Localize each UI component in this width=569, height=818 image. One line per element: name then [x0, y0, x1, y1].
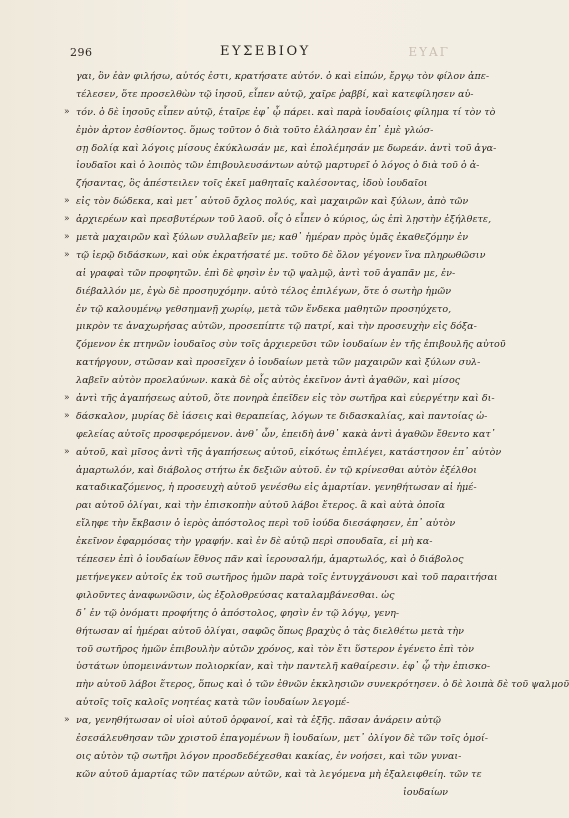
- text-line: [64, 730, 488, 748]
- text-line: [64, 301, 452, 319]
- text-line: [64, 676, 569, 694]
- text-line: [64, 283, 452, 301]
- text-line: [64, 641, 474, 659]
- text-line: [64, 122, 452, 140]
- line-text: ὑστάτων ὑπομεινάντων πολιορκίαν, καὶ τὴν παντελῆ καθαίρεσιν. ἐφ᾽ ᾧ τὴν ἐπισκο-: [76, 661, 491, 673]
- text-line: [64, 140, 497, 158]
- text-line: [64, 390, 495, 408]
- text-line: [64, 515, 456, 533]
- line-text: θήτωσαν αἱ ἡμέραι αὐτοῦ ὀλίγαι, σαφῶς ὅπως βραχὺς ὁ τὰς διελθέτω μετὰ τὴν: [76, 625, 464, 637]
- line-text: ἀντὶ τῆς ἀγαπήσεως αὐτοῦ, ὅτε πονηρὰ ἐπεῖδεν εἰς τὸν σωτῆρα καὶ εὐεργέτην καὶ δι-: [76, 393, 495, 405]
- line-text: φιλοῦντες ἀναφωνῶσιν, ὡς ἐξολοθρεύσας καταλαμβάνεσθαι. ὡς: [76, 589, 395, 601]
- text-line: [64, 318, 477, 336]
- line-text: να, γενηθήτωσαν οἱ υἱοὶ αὐτοῦ ὀρφανοί, καὶ τὰ ἑξῆς. πᾶσαν ἀνάρειν αὐτῷ: [76, 715, 441, 727]
- text-line: [64, 193, 469, 211]
- quotation-marker: »: [64, 214, 70, 225]
- text-line: [64, 497, 452, 515]
- line-text: καταδικαζόμενος, ἡ προσευχὴ αὐτοῦ γενέσθω εἰς ἁμαρτίαν. γενηθήτωσαν αἱ ἡμέ-: [76, 482, 477, 494]
- text-line: [64, 354, 481, 372]
- text-line: [64, 336, 506, 354]
- line-text: μικρὸν τε ἀναχωρήσας αὐτῶν, προσεπίπτε τῷ πατρί, καὶ τὴν προσευχὴν εἰς δόξα-: [76, 321, 477, 333]
- text-line: [64, 623, 464, 641]
- page-header: [70, 44, 450, 62]
- quotation-marker: »: [64, 410, 70, 421]
- line-text: τέλεσεν, ὅτε προσελθὼν τῷ ἰησοῦ, εἶπεν αὐτῷ, χαῖρε ῥαββί, καὶ κατεφίλησεν αὐ-: [76, 88, 474, 100]
- line-text: σῃ δολίᾳ καὶ λόγοις μίσους ἐκύκλωσάν με, καὶ ἐπολέμησάν με δωρεάν. ἀντὶ τοῦ ἀγα-: [76, 142, 497, 154]
- line-text: ζόμενον ἐκ πτηνῶν ἰουδαῖος σὺν τοῖς ἀρχιερεῦσι τῶν ἰουδαίων ἐν τῆς ἐπιβουλῆς αὐτοῦ: [76, 339, 506, 351]
- line-text: ραι αὐτοῦ ὀλίγαι, καὶ τὴν ἐπισκοπὴν αὐτοῦ λάβοι ἕτερος. ἃ καὶ αὐτὰ ὁποῖα: [76, 500, 445, 512]
- text-line: [64, 658, 491, 676]
- line-text: διέβαλλόν με, ἐγὼ δὲ προσηυχόμην. αὐτὸ τέλος ἐπιλέγων, ὅτε ὁ σωτὴρ ἡμῶν: [76, 285, 452, 297]
- running-head: ΕΥΣΕΒΙΟΥ: [220, 44, 311, 59]
- line-text: ἐμὸν ἀρτον ἐσθίοντος. ὅμως τοῦτον ὁ διὰ τοῦτο ἐλάλησαν ἐπ᾽ ἐμὲ γλώσ-: [76, 124, 434, 136]
- line-text: αὐτοῖς τοῖς καλοῖς νοητέας κατὰ τῶν ἰουδαίων λεγομέ-: [76, 697, 350, 709]
- bleed-through-text: ΕΥΑΓ: [408, 45, 450, 59]
- text-line: [64, 247, 486, 265]
- quotation-marker: »: [64, 249, 70, 260]
- text-block: [64, 68, 569, 802]
- text-line: [64, 444, 502, 462]
- line-text: τέπεσεν ἐπὶ ὁ ἰουδαίων ἔθνος πᾶν καὶ ἱερουσαλήμ, ἁμαρτωλός, καὶ ὁ διάβολος: [76, 554, 464, 566]
- line-text: ἐν τῷ καλουμένῳ γεθσημανῇ χωρίῳ, μετὰ τῶν ἕνδεκα μαθητῶν προσηύχετο,: [76, 303, 452, 315]
- line-text: αἱ γραφαὶ τῶν προφητῶν. ἐπὶ δὲ φησὶν ἐν τῷ ψαλμῷ, ἀντὶ τοῦ ἀγαπᾶν με, ἐν-: [76, 267, 456, 279]
- line-text: ἰουδαῖοι καὶ ὁ λοιπὸς τῶν ἐπιβουλευσάντων αὐτῷ μαρτυρεῖ ὁ λόγος ὁ διὰ τοῦ ὁ ἀ-: [76, 160, 480, 172]
- line-text: οις αὐτὸν τῷ σωτῆρι λόγον προσδεδέχεσθαι κακίας, ἐν νοήσει, καὶ τῶν γυναι-: [76, 750, 462, 762]
- line-text: δ᾽ ἐν τῷ ὀνόματι προφήτης ὁ ἀπόστολος, φησὶν ἐν τῷ λόγῳ, γενη-: [76, 607, 400, 619]
- line-text: ἐκεῖνον ἐφαρμόσας τὴν γραφήν. καὶ ἐν δὲ αὐτῷ περὶ σπουδαῖα, εἰ μὴ κα-: [76, 536, 433, 548]
- quotation-marker: »: [64, 106, 70, 117]
- quotation-marker: »: [64, 232, 70, 243]
- text-line: [64, 229, 469, 247]
- text-line: [64, 748, 462, 766]
- text-line: [64, 587, 452, 605]
- text-line: [64, 86, 474, 104]
- line-text: τοῦ σωτῆρος ἡμῶν ἐπιβουλὴν αὐτῶν χρόνος, καὶ τὸν ἔτι ὕστερον ἐγένετο ἐπὶ τὸν: [76, 643, 474, 655]
- text-line: [64, 408, 488, 426]
- text-line: [64, 605, 452, 623]
- line-text: τῷ ἱερῷ διδάσκων, καὶ οὐκ ἐκρατήσατέ με. τοῦτο δὲ ὅλον γέγονεν ἵνα πληρωθῶσιν: [76, 249, 486, 261]
- line-text: εἰς τὸν δώδεκα, καὶ μετ᾽ αὐτοῦ ὄχλος πολύς, καὶ μαχαιρῶν καὶ ξύλων, ἀπὸ τῶν: [76, 196, 469, 208]
- text-line: [64, 479, 477, 497]
- line-text: μετὰ μαχαιρῶν καὶ ξύλων συλλαβεῖν με; καθ᾽ ἡμέραν πρὸς ὑμᾶς ἐκαθεζόμην ἐν: [76, 232, 469, 244]
- text-line: [64, 211, 492, 229]
- text-line: [64, 569, 498, 587]
- line-text: τόν. ὁ δὲ ἰησοῦς εἶπεν αὐτῷ, ἑταῖρε ἐφ᾽ ᾧ πάρει. καὶ παρὰ ἰουδαίοις φίλημα τί τὸν τὸ: [76, 106, 496, 118]
- text-line: [64, 372, 461, 390]
- line-text: μετήνεγκεν αὐτοῖς ἐκ τοῦ σωτῆρος ἡμῶν παρὰ τοῖς ἐντυγχάνουσι καὶ τοῦ παραιτήσαι: [76, 571, 498, 583]
- text-line: [64, 265, 456, 283]
- text-line: [64, 426, 496, 444]
- quotation-marker: »: [64, 446, 70, 457]
- line-text: κῶν αὐτοῦ ἁμαρτίας τῶν πατέρων αὐτῶν, καὶ τὰ λεγόμενα μὴ ἐξαλειφθείη. τῶν τε: [76, 768, 482, 780]
- line-text: ἁμαρτωλόν, καὶ διάβολος στήτω ἐκ δεξιῶν αὐτοῦ. ἐν τῷ κρίνεσθαι αὐτὸν ἐξέλθοι: [76, 464, 477, 476]
- quotation-marker: »: [64, 715, 70, 726]
- quotation-marker: »: [64, 393, 70, 404]
- text-line: [64, 175, 452, 193]
- line-text: φελείας αὐτοῖς προσφερόμενον. ἀνθ᾽ ὧν, ἐπειδὴ ἀνθ᾽ κακὰ ἀντὶ ἀγαθῶν ἔθεντο κατ᾽: [76, 428, 496, 440]
- page-number: 296: [70, 46, 93, 59]
- line-text: κατήργουν, στῶσαν καὶ προσεῖχεν ὁ ἰουδαίων μετὰ τῶν μαχαιρῶν καὶ ξύλων συλ-: [76, 357, 481, 369]
- text-line: [64, 462, 477, 480]
- text-line: [64, 712, 452, 730]
- text-line: [64, 784, 452, 802]
- text-line: [64, 157, 480, 175]
- text-line: [64, 533, 452, 551]
- line-text: λαβεῖν αὐτὸν προελαύνων. κακὰ δὲ οἷς αὐτὸς ἐκεῖνον ἀντὶ ἀγαθῶν, καὶ μίσος: [76, 375, 461, 387]
- line-text: δάσκαλον, μυρίας δὲ ἰάσεις καὶ θεραπείας, λόγων τε διδασκαλίας, καὶ παντοίας ὠ-: [76, 410, 488, 422]
- line-text: πὴν αὐτοῦ λάβοι ἕτερος, ὅπως καὶ ὁ τῶν ἐθνῶν ἐκκλησιῶν συνεκρότησεν. ὁ δὲ λοιπὰ δὲ τοῦ ψαλμοῦ: [76, 679, 569, 691]
- text-line: [64, 104, 496, 122]
- line-text: ἀρχιερέων καὶ πρεσβυτέρων τοῦ λαοῦ. οἷς ὁ εἶπεν ὁ κύριος, ὡς ἐπὶ λῃστὴν ἐξήλθετε,: [76, 214, 492, 226]
- line-text: εἴληφε τὴν ἔκβασιν ὁ ἱερὸς ἀπόστολος περὶ τοῦ ἰούδα διεσάφησεν, ἐπ᾽ αὐτὸν: [76, 518, 456, 530]
- text-line: [64, 551, 464, 569]
- line-text: ἰουδαίων: [402, 786, 448, 798]
- line-text: αὐτοῦ, καὶ μῖσος ἀντὶ τῆς ἀγαπήσεως αὐτοῦ, εἰκότως ἐπιλέγει, κατάστησον ἐπ᾽ αὐτὸν: [76, 446, 502, 458]
- text-line: [64, 694, 452, 712]
- line-text: γαι, ὃν ἐὰν φιλήσω, αὐτός ἐστι, κρατήσατε αὐτόν. ὁ καὶ εἰπών, ἔργῳ τὸν φίλον ἀπε-: [76, 71, 490, 82]
- line-text: ζήσαντας, ὃς ἀπέστειλεν τοῖς ἐκεῖ μαθηταῖς καλέσοντας, ἰδοὺ ἰουδαῖοι: [76, 178, 428, 190]
- quotation-marker: »: [64, 196, 70, 207]
- line-text: ἐσεσάλευθησαν τῶν χριστοῦ ἐπαγομένων ἢ ἰουδαίων, μετ᾽ ὀλίγον δὲ τῶν τοῖς ὁμοί-: [76, 732, 488, 744]
- text-line: [64, 766, 482, 784]
- text-line: [64, 68, 490, 86]
